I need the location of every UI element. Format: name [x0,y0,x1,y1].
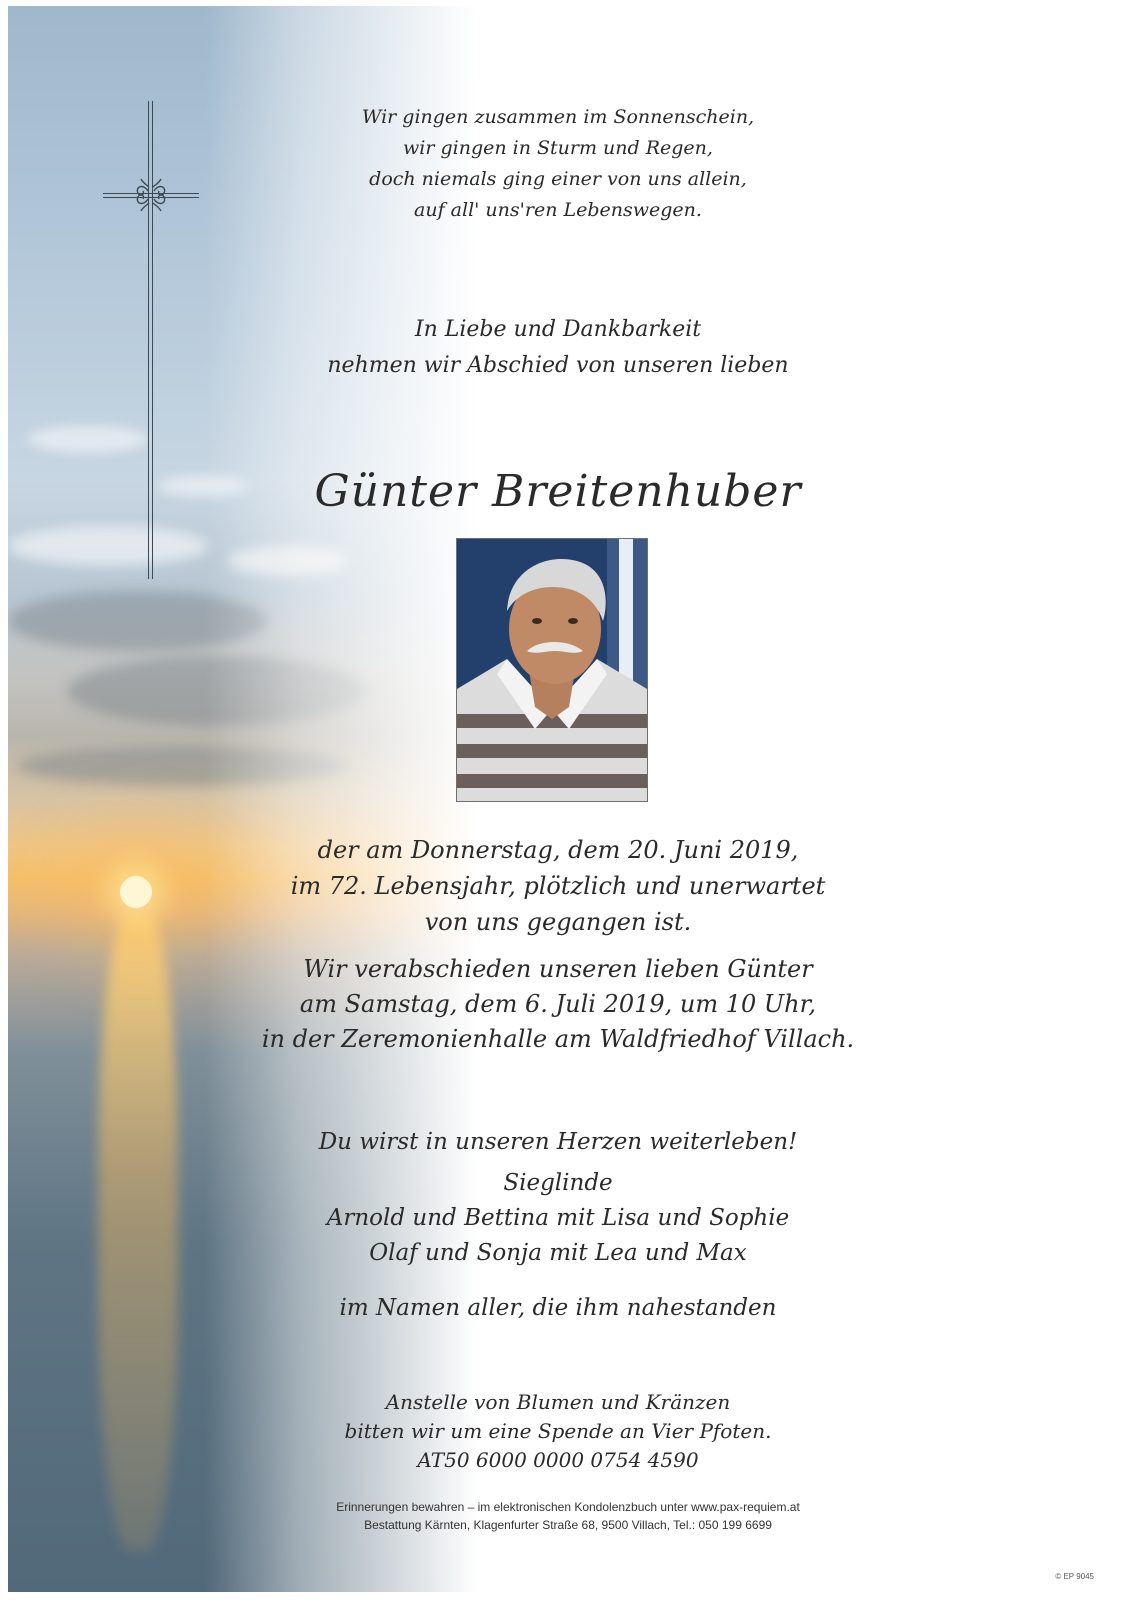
mourner-line: Olaf und Sonja mit Lea und Max [369,1240,747,1266]
death-line: im 72. Lebensjahr, plötzlich und unerwartet [290,872,826,900]
donation-line: bitten wir um eine Spende an Vier Pfoten. [344,1419,772,1443]
intro-line: In Liebe und Dankbarkeit [414,317,702,342]
poem-line: wir gingen in Sturm und Regen, [403,137,713,159]
poem-line: Wir gingen zusammen im Sonnenschein, [361,106,755,128]
poem-line: doch niemals ging einer von uns allein, [369,168,747,190]
death-line: der am Donnerstag, dem 20. Juni 2019, [317,836,799,864]
death-line: von uns gegangen ist. [424,908,692,936]
intro-line: nehmen wir Abschied von unseren lieben [327,353,789,378]
funeral-line: am Samstag, dem 6. Juli 2019, um 10 Uhr, [299,990,817,1018]
footer [208,1498,928,1534]
motto: Du wirst in unseren Herzen weiterleben! [318,1129,798,1155]
poem-line: auf all' uns'ren Lebenswegen. [414,199,702,221]
donation-line: Anstelle von Blumen und Kränzen [385,1390,731,1414]
on-behalf-line: im Namen aller, die ihm nahestanden [339,1295,777,1321]
funeral-details [248,952,868,1057]
obituary-page [8,6,1112,1592]
footer-line: Bestattung Kärnten, Klagenfurter Straße 68, 9500 Villach, Tel.: 050 199 6699 [364,1518,772,1532]
death-notice [248,832,868,940]
funeral-line: in der Zeremonienhalle am Waldfriedhof Villach. [261,1025,855,1053]
funeral-line: Wir verabschieden unseren lieben Günter [303,955,813,983]
portrait-photo [456,538,648,802]
poem [248,102,868,226]
sunset-seascape-background [8,6,478,1592]
mourner-line: Sieglinde [503,1170,613,1196]
iban: AT50 6000 0000 0754 4590 [417,1448,699,1472]
footer-line: Erinnerungen bewahren – im elektronischen Kondolenzbuch unter www.pax-requiem.at [336,1500,800,1514]
mourners-list [248,1166,868,1271]
donation-request [248,1388,868,1475]
intro-text [248,312,868,384]
deceased-name: Günter Breitenhuber [314,466,802,517]
ornamental-cross-icon [103,101,199,581]
mourner-line: Arnold und Bettina mit Lisa und Sophie [326,1205,790,1231]
print-code: © EP 9045 [1055,1572,1094,1581]
sun [120,876,152,908]
